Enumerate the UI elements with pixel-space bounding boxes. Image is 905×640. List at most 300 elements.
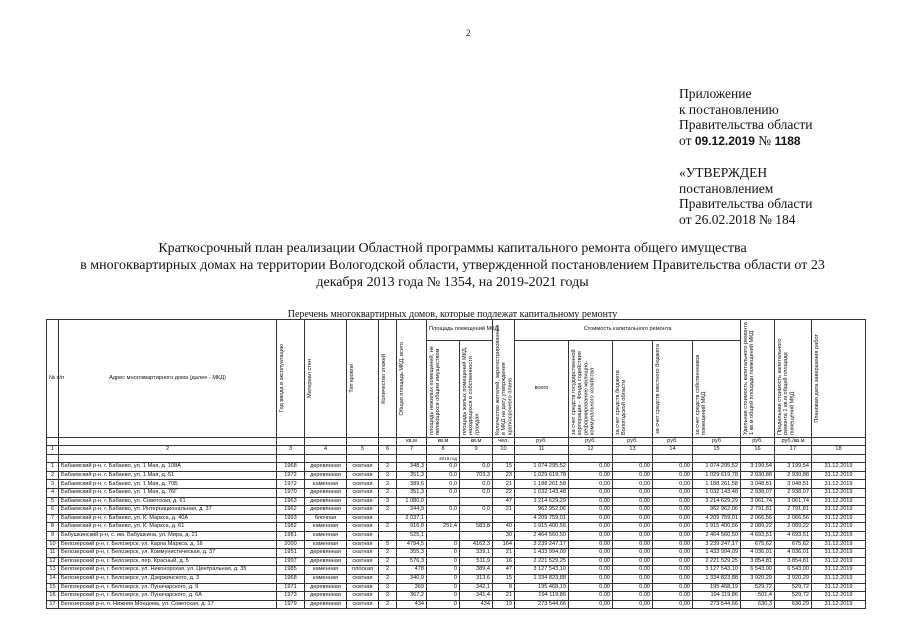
table-cell: 17	[47, 600, 59, 609]
table-cell: 21	[493, 592, 515, 601]
table-cell: 1 915 400,56	[693, 523, 741, 532]
table-cell	[613, 454, 653, 462]
table-cell: 0,00	[613, 463, 653, 472]
table-cell: руб./кв.м	[775, 438, 812, 446]
table-cell: 1 433 994,09	[515, 549, 569, 558]
table-cell	[347, 438, 379, 446]
table-cell: 31.12.2019	[812, 549, 866, 558]
table-cell: 0,00	[569, 471, 613, 480]
table-cell: 195 468,19	[515, 583, 569, 592]
table-cell: каменная	[305, 566, 347, 575]
table-cell: 0,00	[653, 566, 693, 575]
appendix-line: к постановлению	[679, 101, 779, 117]
table-cell: 1979	[277, 600, 305, 609]
header-cost-fund: за счет средств государственной корпорации - Фонда содействия реформированию жилищно-коммунального хозяйства	[571, 349, 596, 435]
table-cell: 1 433 994,09	[693, 549, 741, 558]
table-cell: руб.	[515, 438, 569, 446]
table-cell: 0,00	[569, 497, 613, 506]
table-cell: 47	[493, 566, 515, 575]
table-cell	[493, 454, 515, 462]
table-cell: 501,4	[741, 592, 775, 601]
table-cell: 0,00	[613, 471, 653, 480]
table-cell: блочная	[305, 514, 347, 523]
table-cell: 2 930,88	[775, 471, 812, 480]
table-cell: 583,8	[460, 523, 493, 532]
table-cell	[347, 454, 379, 462]
table-cell	[305, 438, 347, 446]
date-prefix: от	[679, 132, 692, 148]
table-cell: 251,4	[427, 523, 460, 532]
table-cell: 355,3	[397, 549, 427, 558]
table-cell: 0,00	[569, 574, 613, 583]
table-cell: чел.	[493, 438, 515, 446]
table-cell: 2	[47, 471, 59, 480]
table-cell: 0	[427, 600, 460, 609]
table-cell: 7	[47, 514, 59, 523]
table-cell: скатная	[347, 523, 379, 532]
table-cell: 7	[397, 446, 427, 454]
table-cell: 0,00	[653, 489, 693, 498]
table-cell: 0,00	[569, 514, 613, 523]
table-cell: Бабаевский р-н, г. Бабаево, ул. К. Маркса, д. 40А	[59, 514, 277, 523]
table-cell	[277, 438, 305, 446]
table-cell: 5	[379, 540, 397, 549]
table-cell: 3	[379, 497, 397, 506]
table-cell: 0,0	[427, 471, 460, 480]
table-cell: 0,00	[613, 480, 653, 489]
table-cell: 0,00	[569, 540, 613, 549]
table-cell: 31.12.2019	[812, 557, 866, 566]
table-cell: 313,6	[460, 574, 493, 583]
table-cell: 21	[493, 480, 515, 489]
table-cell	[775, 454, 812, 462]
table-cell: 0,00	[569, 480, 613, 489]
table-row	[47, 514, 866, 523]
table-cell: 2 938,07	[741, 489, 775, 498]
title-line: декабря 2013 года № 1354, на 2019-2021 годы	[316, 275, 589, 290]
table-cell: 9	[47, 531, 59, 540]
table-cell: руб.	[569, 438, 613, 446]
table-cell: 3 061,74	[775, 497, 812, 506]
table-cell: 273 544,66	[693, 600, 741, 609]
table-cell: 576,3	[397, 557, 427, 566]
table-cell: 40	[493, 523, 515, 532]
table-cell: скатная	[347, 471, 379, 480]
table-cell: 0,0	[427, 463, 460, 472]
table-cell: 0,0	[427, 489, 460, 498]
table-cell: 0,0	[460, 463, 493, 472]
table-row	[47, 592, 866, 601]
table-cell: 341,4	[460, 592, 493, 601]
table-cell: 4 209 759,01	[515, 514, 569, 523]
table-cell	[379, 514, 397, 523]
table-cell: 11	[515, 446, 569, 454]
table-cell: 962 962,06	[693, 506, 741, 515]
table-cell: 0,00	[613, 514, 653, 523]
table-cell: 0,00	[613, 566, 653, 575]
table-cell	[653, 454, 693, 462]
table-cell: 1985	[277, 566, 305, 575]
table-cell: плоская	[347, 566, 379, 575]
appendix-date-line	[679, 133, 812, 150]
header-address: Адрес многоквартирного дома (далее - МКД)	[59, 320, 277, 438]
table-cell: 1963	[277, 497, 305, 506]
table-cell: деревянная	[305, 463, 347, 472]
table-cell: 1 080,0	[397, 497, 427, 506]
table-cell: скатная	[347, 506, 379, 515]
table-cell: 0	[427, 592, 460, 601]
table-cell: Белозерский р-н, п. Нижняя Мондома, ул. Советская, д. 17	[59, 600, 277, 609]
table-cell: скатная	[347, 497, 379, 506]
table-cell: 675,62	[741, 540, 775, 549]
table-cell: 19	[493, 600, 515, 609]
document-title	[40, 240, 865, 291]
table-cell: руб.	[613, 438, 653, 446]
table-cell	[569, 454, 613, 462]
table-cell: 0,00	[653, 592, 693, 601]
header-cost-region: за счет средств бюджета Вологодской области	[615, 370, 628, 435]
table-cell: деревянная	[305, 471, 347, 480]
table-cell: 3 048,51	[741, 480, 775, 489]
table-cell: 0,00	[613, 574, 653, 583]
table-cell: деревянная	[305, 557, 347, 566]
table-cell: 342,1	[460, 583, 493, 592]
table-cell	[460, 514, 493, 523]
table-cell: Бабаевский р-н, г. Бабаево, ул. 1 Мая, д. 108А	[59, 463, 277, 472]
table-cell: 194 119,86	[515, 592, 569, 601]
header-area-nonres: площадь нежилых помещений, не являющихся общим имуществом	[429, 346, 442, 435]
table-cell	[277, 454, 305, 462]
appendix-line: Правительства области	[679, 117, 813, 132]
table-cell: 0,0	[460, 506, 493, 515]
table-cell: 1 334 823,88	[515, 574, 569, 583]
table-cell: 0	[427, 583, 460, 592]
table-cell: 3 239 247,17	[515, 540, 569, 549]
table-cell: 10	[493, 446, 515, 454]
table-cell: 16	[741, 446, 775, 454]
table-cell	[515, 454, 569, 462]
table-cell: 31.12.2019	[812, 540, 866, 549]
table-cell: 4 693,51	[775, 531, 812, 540]
table-cell: 6 543,00	[775, 566, 812, 575]
table-cell: 525,1	[397, 531, 427, 540]
title-line: Краткосрочный план реализации Областной программы капитального ремонта общего имущества	[158, 241, 747, 256]
table-cell	[741, 454, 775, 462]
table-cell: 0	[427, 574, 460, 583]
table-cell: 0,0	[427, 506, 460, 515]
header-residents: Количество жителей, зарегистрированных в МКД на дату утверждения краткосрочного плана	[495, 324, 514, 435]
table-cell: руб.	[653, 438, 693, 446]
table-cell: 2	[379, 480, 397, 489]
table-cell: 8	[47, 523, 59, 532]
table-cell: 0,0	[460, 480, 493, 489]
table-cell: 4 036,01	[775, 549, 812, 558]
table-cell: 3 199,54	[775, 463, 812, 472]
table-cell: 2	[379, 549, 397, 558]
table-cell: 0,00	[653, 531, 693, 540]
table-cell: 0,00	[613, 531, 653, 540]
table-cell: 11	[47, 549, 59, 558]
table-cell: скатная	[347, 489, 379, 498]
table-cell: 16	[493, 557, 515, 566]
table-cell: 2	[379, 471, 397, 480]
table-cell: 0,00	[569, 600, 613, 609]
header-total-area: Общая площадь МКД, всего	[399, 341, 405, 416]
table-cell: 351,3	[397, 471, 427, 480]
table-cell: 8	[427, 446, 460, 454]
header-plan-date: Плановая дата завершения работ	[814, 334, 821, 423]
approved-line: от 26.02.2018 № 184	[679, 211, 796, 227]
table-cell: 0,00	[613, 506, 653, 515]
table-cell: 31.12.2019	[812, 566, 866, 575]
table-cell: деревянная	[305, 506, 347, 515]
table-cell: 3	[277, 446, 305, 454]
table-cell: 22	[493, 489, 515, 498]
table-cell: 2 221 529,25	[515, 557, 569, 566]
table-cell: 1 029 619,78	[693, 471, 741, 480]
table-cell: 21	[493, 549, 515, 558]
table-cell: 1968	[277, 463, 305, 472]
table-cell: 31.12.2019	[812, 471, 866, 480]
table-cell: скатная	[347, 600, 379, 609]
table-cell: 0,00	[569, 489, 613, 498]
table-cell: деревянная	[305, 549, 347, 558]
table-cell: 2	[379, 583, 397, 592]
table-cell: 348,3	[397, 463, 427, 472]
table-cell: 0,00	[653, 574, 693, 583]
title-line: в многоквартирных домах на территории Вологодской области, утвержденной постановлением Правительства области от 23	[80, 258, 825, 273]
table-cell: 344,9	[397, 506, 427, 515]
table-cell: 0,00	[653, 583, 693, 592]
table-cell: 3 854,81	[775, 557, 812, 566]
header-floors: Количество этажей	[381, 353, 387, 404]
table-cell: Белозерский р-н, г. Белозерск, ул. Никонорская, ул. Центральная, д. 35	[59, 566, 277, 575]
table-cell: 47	[493, 497, 515, 506]
table-cell: 31.12.2019	[812, 489, 866, 498]
resolution-date: 09.12.2019	[694, 133, 755, 148]
table-cell: 1972	[277, 480, 305, 489]
table-cell: кв.м	[460, 438, 493, 446]
header-cost-local: за счет средств местного бюджета	[655, 344, 661, 434]
table-cell	[47, 438, 59, 446]
table-cell: 0,00	[569, 549, 613, 558]
table-cell: 0	[427, 557, 460, 566]
table-cell: 1993	[277, 514, 305, 523]
table-cell: 6	[47, 506, 59, 515]
table-cell: деревянная	[305, 600, 347, 609]
table-cell: 1951	[277, 549, 305, 558]
table-cell: 0,0	[460, 489, 493, 498]
table-cell: 2 464 560,50	[693, 531, 741, 540]
table-cell: 3 214 629,29	[515, 497, 569, 506]
page-number: 2	[466, 28, 471, 38]
table-cell: руб	[693, 438, 741, 446]
table-cell: 16	[47, 592, 59, 601]
table-cell: 13	[47, 566, 59, 575]
table-cell: Белозерский р-н, г. Белозерск, пер. Красный, д. 5	[59, 557, 277, 566]
table-cell: 389,6	[397, 480, 427, 489]
table-cell: 0,00	[653, 600, 693, 609]
table-cell	[812, 438, 866, 446]
table-cell: кв.м	[397, 438, 427, 446]
table-cell: скатная	[347, 480, 379, 489]
table-cell: 31.12.2019	[812, 600, 866, 609]
table-cell: 3 048,51	[775, 480, 812, 489]
table-row	[47, 480, 866, 489]
table-cell: 0,00	[569, 531, 613, 540]
table-cell: 1 032 143,48	[515, 489, 569, 498]
table-row	[47, 463, 866, 472]
table-cell: 4 036,01	[741, 549, 775, 558]
table-cell: 0,00	[569, 566, 613, 575]
table-cell: 3 854,81	[741, 557, 775, 566]
table-cell: 6 543,00	[741, 566, 775, 575]
table-cell: скатная	[347, 549, 379, 558]
table-cell: кв.м	[427, 438, 460, 446]
table-cell: 31.12.2019	[812, 531, 866, 540]
approved-line: постановлением	[679, 180, 774, 196]
table-cell: 1997	[277, 557, 305, 566]
table-cell: 15	[493, 463, 515, 472]
table-cell	[397, 454, 427, 462]
table-cell: 0,00	[569, 506, 613, 515]
table-cell: Бабаевский р-н, г. Бабаево, ул. 1 Мая, д. 76Г	[59, 489, 277, 498]
table-cell: скатная	[347, 531, 379, 540]
table-cell	[427, 514, 460, 523]
table-cell: 0,00	[653, 463, 693, 472]
header-cost-group: Стоимость капитального ремонта	[515, 320, 741, 341]
table-row	[47, 557, 866, 566]
table-cell: 3 920,29	[741, 574, 775, 583]
table-cell: 31.12.2019	[812, 497, 866, 506]
table-cell	[493, 514, 515, 523]
table-row	[47, 506, 866, 515]
table-cell: Белозерский р-н, г. Белозерск, ул. Луначарского, д. 6А	[59, 592, 277, 601]
table-cell: 1 334 823,88	[693, 574, 741, 583]
table-cell: каменная	[305, 540, 347, 549]
table-cell: 2	[379, 489, 397, 498]
table-cell: скатная	[347, 592, 379, 601]
table-cell: Бабушкинский р-н, с. им. Бабушкина, ул. Мира, д. 21	[59, 531, 277, 540]
table-cell: 0,00	[653, 557, 693, 566]
table-cell: 0,00	[569, 523, 613, 532]
table-cell: деревянная	[305, 583, 347, 592]
table-cell	[812, 454, 866, 462]
table-cell: 195 468,19	[693, 583, 741, 592]
table-cell	[47, 454, 59, 462]
table-row	[47, 489, 866, 498]
header-cost-owners: за счет средств собственников помещений МКД	[695, 354, 708, 435]
table-cell: 1 915 400,56	[515, 523, 569, 532]
table-cell: 1968	[277, 574, 305, 583]
table-row	[47, 497, 866, 506]
header-area-res: площадь жилых помещений МКД, находящихся в собственности граждан	[462, 346, 481, 435]
table-cell: 630,3	[741, 600, 775, 609]
table-cell: 2	[379, 557, 397, 566]
table-cell: 2 930,88	[741, 471, 775, 480]
table-cell: 2	[379, 574, 397, 583]
table-cell: Бабаевский р-н, г. Бабаево, ул. 1 Мая, д. 51	[59, 471, 277, 480]
table-cell: Бабаевский р-н, г. Бабаево, ул. Советская, д. 61	[59, 497, 277, 506]
table-cell: 15	[693, 446, 741, 454]
table-cell	[305, 454, 347, 462]
table-cell: 1 074 295,52	[693, 463, 741, 472]
table-cell: 3 127 543,10	[693, 566, 741, 575]
header-area-group: Площадь помещений МКД	[427, 320, 493, 341]
table-cell	[379, 438, 397, 446]
table-row	[47, 549, 866, 558]
number-sign: №	[758, 132, 772, 148]
table-cell: 0,00	[653, 514, 693, 523]
table-cell: 0,00	[613, 497, 653, 506]
table-cell	[59, 438, 277, 446]
table-cell: 3 239 247,17	[693, 540, 741, 549]
approved-line: «УТВЕРЖДЕН	[679, 165, 768, 180]
table-cell: Бабаевский р-н, г. Бабаево, ул. Интернациональная, д. 37	[59, 506, 277, 515]
table-cell: 0,00	[653, 540, 693, 549]
table-cell: 1	[47, 463, 59, 472]
table-cell: Бабаевский р-н, г. Бабаево, ул. 1 Мая, д. 70Б	[59, 480, 277, 489]
table-cell: 3	[47, 480, 59, 489]
table-cell: скатная	[347, 514, 379, 523]
table-cell	[693, 454, 741, 462]
table-cell	[59, 454, 277, 462]
table-cell: 2 221 529,25	[693, 557, 741, 566]
table-cell: 3 061,74	[741, 497, 775, 506]
table-cell: 0,00	[569, 557, 613, 566]
table-row	[47, 523, 866, 532]
program-year-label: 2019 год	[427, 454, 460, 462]
table-cell: 1971	[277, 583, 305, 592]
table-cell: 3 127 543,10	[515, 566, 569, 575]
table-cell: 367,2	[397, 592, 427, 601]
table-cell: 962 952,06	[515, 506, 569, 515]
table-cell: 0,00	[613, 557, 653, 566]
table-cell: Белозерский р-н, г. Белозерск, ул. Дзержинского, д. 3	[59, 574, 277, 583]
table-cell: 0,00	[569, 583, 613, 592]
table-cell: 0,00	[653, 471, 693, 480]
table-cell: 2 089,22	[775, 523, 812, 532]
table-cell: 529,72	[741, 583, 775, 592]
table-cell: 21	[493, 506, 515, 515]
table-cell: 2	[379, 463, 397, 472]
table-cell: 31.12.2019	[812, 523, 866, 532]
table-cell: 2000	[277, 540, 305, 549]
table-cell: 0,00	[569, 463, 613, 472]
table-cell: Белозерский р-н, г. Белозерск, ул. Луначарского, д. 9	[59, 583, 277, 592]
table-cell	[427, 531, 460, 540]
table-cell: 339,1	[460, 549, 493, 558]
header-cost-total: всего	[515, 341, 569, 438]
program-year-row	[47, 454, 866, 462]
header-num: № п/п	[47, 320, 59, 438]
table-cell: 0,00	[613, 540, 653, 549]
table-cell: 3 920,29	[775, 574, 812, 583]
table-cell: 2 089,22	[741, 523, 775, 532]
table-cell: 2 066,56	[775, 514, 812, 523]
table-cell: 0,0	[427, 480, 460, 489]
appendix-block	[679, 86, 812, 227]
table-cell: 12	[569, 446, 613, 454]
table-cell	[460, 454, 493, 462]
table-cell: деревянная	[305, 592, 347, 601]
table-cell	[379, 454, 397, 462]
table-cell: 1 032 143,48	[693, 489, 741, 498]
table-cell: 4	[305, 446, 347, 454]
table-cell: 916,8	[397, 523, 427, 532]
table-cell: Бабаевский р-н, г. Бабаево, ул. К. Маркса, д. 61	[59, 523, 277, 532]
table-cell: 0	[427, 549, 460, 558]
